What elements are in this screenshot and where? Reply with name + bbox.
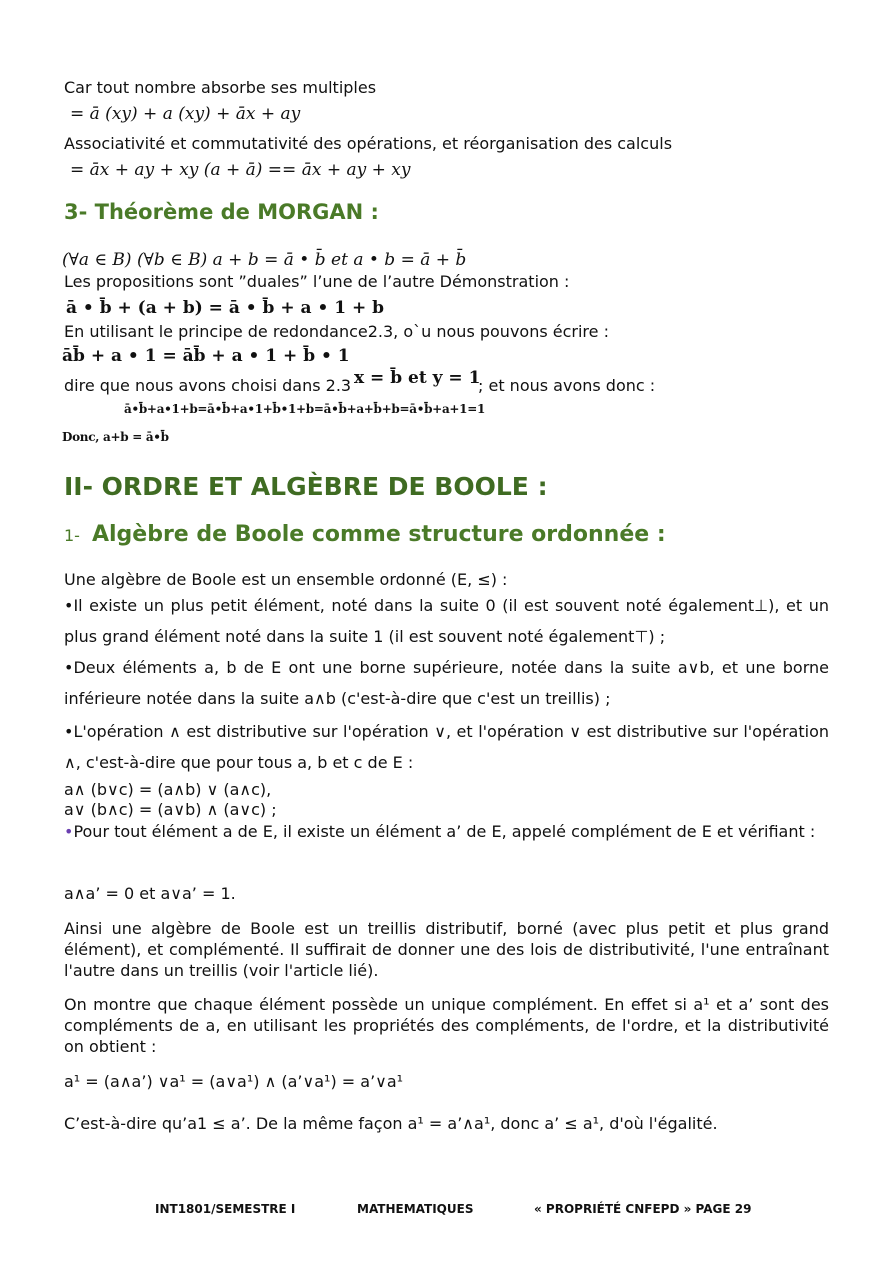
- bullet-text: L'opération ∧ est distributive sur l'opération ∨, et l'opération ∨ est distributive sur l'opération ∧, c'est-à-dire que pour tous a, b et c de E :: [64, 722, 829, 772]
- subsection-number: 1-: [64, 526, 80, 545]
- text-line: Associativité et commutativité des opérations, et réorganisation des calculs: [64, 134, 673, 153]
- bullet-text: Deux éléments a, b de E ont une borne supérieure, notée dans la suite a∨b, et une borne inférieure notée dans la suite a∧b (c'est-à-dire que c'est un treillis) ;: [64, 658, 829, 708]
- math-line: = ā (xy) + a (xy) + āx + ay: [70, 104, 301, 124]
- bullet-text: Pour tout élément a de E, il existe un élément a’ de E, appelé complément de E et vérifiant :: [73, 822, 816, 841]
- math-line: āb̄ + a • 1 = āb̄ + a • 1 + b̄ • 1: [62, 346, 350, 366]
- bullet-item: [64, 590, 829, 652]
- subsection-title: Algèbre de Boole comme structure ordonnée :: [91, 522, 666, 547]
- text-line: dire que nous avons choisi dans 2.3: [64, 376, 352, 395]
- bullet-dot: •: [64, 658, 74, 677]
- paragraph: Une algèbre de Boole est un ensemble ordonné (E, ≤) :: [64, 570, 508, 589]
- math-line: Donc, a+b = ā•b̄: [62, 430, 169, 444]
- math-inline: x = b̄ et y = 1: [354, 368, 481, 388]
- footer-right: « PROPRIÉTÉ CNFEPD » PAGE 29: [534, 1202, 752, 1216]
- bullet-item: [64, 716, 829, 778]
- bullet-text: Il existe un plus petit élément, noté dans la suite 0 (il est souvent noté également⊥), et un plus grand élément noté dans la suite 1 (il est souvent noté également⊤) ;: [64, 596, 829, 646]
- text-line: ; et nous avons donc :: [478, 376, 656, 395]
- text-line: Car tout nombre absorbe ses multiples: [64, 78, 377, 97]
- formula-line: a∧a’ = 0 et a∨a’ = 1.: [64, 884, 236, 903]
- text-line: En utilisant le principe de redondance2.3, o`u nous pouvons écrire :: [64, 322, 609, 341]
- bullet-dot: •: [64, 722, 74, 741]
- bullet-item: [64, 820, 829, 843]
- paragraph: C’est-à-dire qu’a1 ≤ a’. De la même façon a¹ = a’∧a¹, donc a’ ≤ a¹, d'où l'égalité.: [64, 1114, 718, 1133]
- text-line: Les propositions sont ”duales” l’une de l’autre Démonstration :: [64, 272, 570, 291]
- chapter-heading: II- ORDRE ET ALGÈBRE DE BOOLE :: [64, 472, 548, 501]
- morgan-formula: (∀a ∈ B) (∀b ∈ B) a + b = ā • b̄ et a • b = ā + b̄: [62, 250, 467, 270]
- formula-line: a∨ (b∧c) = (a∨b) ∧ (a∨c) ;: [64, 800, 277, 819]
- bullet-dot: •: [64, 822, 74, 841]
- formula-line: a∧ (b∨c) = (a∧b) ∨ (a∧c),: [64, 780, 272, 799]
- bullet-item: [64, 652, 829, 714]
- footer-left: INT1801/SEMESTRE I: [155, 1202, 296, 1216]
- math-line: ā•b̄+a•1+b=ā•b̄+a•1+b̄•1+b=ā•b̄+a+b̄+b=ā•b̄+a+1=1: [124, 402, 486, 416]
- formula-line: a¹ = (a∧a’) ∨a¹ = (a∨a¹) ∧ (a’∨a¹) = a’∨a¹: [64, 1072, 404, 1091]
- paragraph: On montre que chaque élément possède un unique complément. En effet si a¹ et a’ sont des compléments de a, en utilisant les propriétés des compléments, de l'ordre, et la distributivité on obtient :: [64, 995, 829, 1056]
- math-line: = āx + ay + xy (a + ā) == āx + ay + xy: [70, 160, 411, 180]
- footer-center: MATHEMATIQUES: [357, 1202, 474, 1216]
- paragraph: Ainsi une algèbre de Boole est un treillis distributif, borné (avec plus petit et plus grand élément), et complémenté. Il suffirait de donner une des lois de distributivité, l'une entraînant l'autre dans un treillis (voir l'article lié).: [64, 919, 829, 980]
- math-line: ā • b̄ + (a + b) = ā • b̄ + a • 1 + b: [66, 298, 385, 318]
- section-heading: 3- Théorème de MORGAN :: [64, 200, 379, 224]
- subsection-heading: [64, 522, 666, 547]
- bullet-dot: •: [64, 596, 74, 615]
